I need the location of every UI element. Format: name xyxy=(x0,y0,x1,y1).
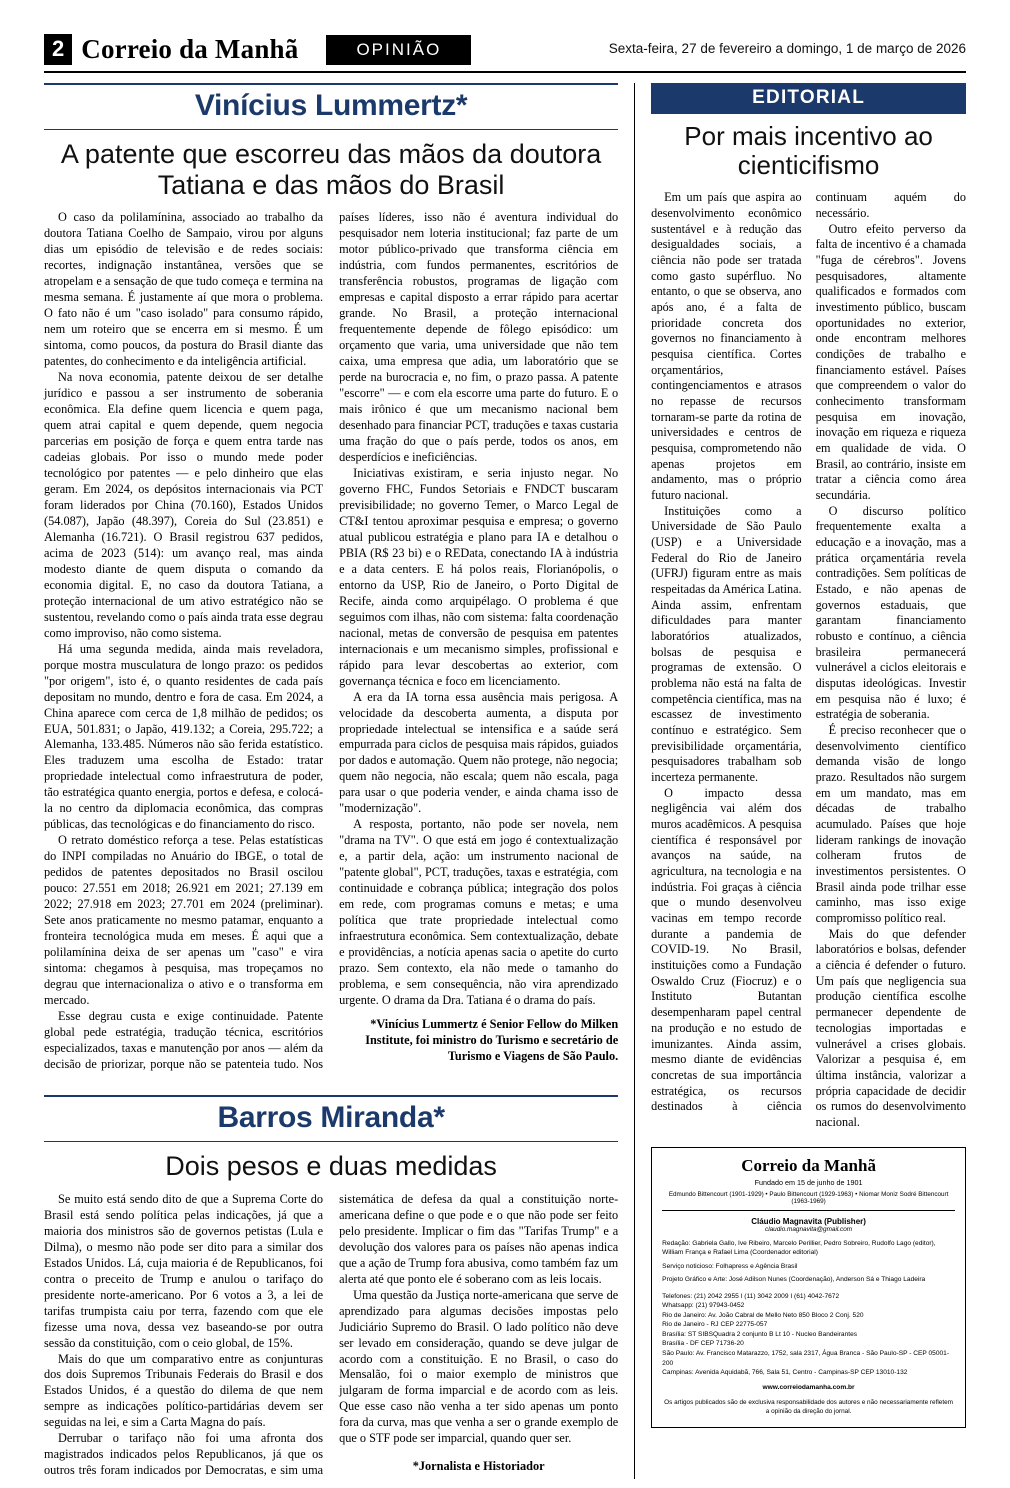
contact-line: Rio de Janeiro: Av. João Cabral de Mello Neto 850 Bloco 2 Conj. 520 xyxy=(662,1311,864,1319)
expediente-founders: Edmundo Bittencourt (1901-1929) • Paulo Bittencourt (1929-1963) • Niomar Moniz Sodré Bittencourt (1963-1969) xyxy=(662,1191,955,1211)
expediente-publisher: Cláudio Magnavita (Publisher) xyxy=(751,1216,866,1226)
expediente-staff-noticioso: Serviço noticioso: Folhapress e Agência Brasil xyxy=(662,1262,798,1270)
paragraph: Na nova economia, patente deixou de ser detalhe jurídico e passou a ser instrumento de soberania econômica. Ela define quem licencia e quem paga, quem atrai capital e quem depende, quem negocia parcerias em posição de força e quem entra tarde nas cadeias globais. Por isso o mundo mede poder tecnológico por patentes — e pelo dinheiro que elas geram. Em 2024, os depósitos internacionais via PCT foram liderados por China (70.160), Estados Unidos (54.087), Japão (48.397), Coreia do Sul (23.851) e Alemanha (16.721). O Brasil registrou 637 pedidos, acima de 2023 (514): um avanço real, mas ainda modesto diante de quem disputa o comando da economia digital. E, no caso da doutora Tatiana, a proteção internacional de um ativo estratégico não se sustentou, revelando como o país ainda trata esse degrau como improviso, não como sistema. xyxy=(44,369,324,640)
column-divider xyxy=(634,83,635,1479)
editorial-body xyxy=(651,190,966,1130)
paragraph: Uma questão da Justiça norte-americana que serve de aprendizado para algumas decisões impostas pelo Judiciário Supremo do Brasil. O lado político não deve ser levado em consideração, quando se deve julgar de acordo com a constituição. E no Brasil, o caso do Mensalão, foi o maior exemplo de ministros que julgaram de forma imparcial e de acordo com as leis. Que esse caso não venha a ter sido apenas um ponto fora da curva, mas que venha a ser o grande exemplo de que o STF pode ser imparcial, quando quer ser. xyxy=(339,1287,619,1446)
paragraph: Há uma segunda medida, ainda mais reveladora, porque mostra musculatura de longo prazo: os pedidos "por origem", isto é, o quanto residentes de cada país depositam no mundo, dentro e fora de casa. Em 2024, a China aparece com cerca de 1,8 milhão de pedidos; os EUA, 501.831; o Japão, 419.132; a Coreia, 295.722; a Alemanha, 133.485. Números não são ferida estatístico. Eles traduzem uma escolha de Estado: tratar propriedade intelectual como infraestrutura de poder, tão estratégica quanto energia, portos e defesa, e colocá-la no centro da diplomacia econômica, das compras públicas, das tecnológicas e do financiamento do risco. xyxy=(44,641,324,832)
paragraph: O impacto dessa negligência vai além dos muros acadêmicos. A pesquisa científica é responsável por avanços na saúde, na agricultura, na tecnologia e na indústria. Foi graças à ciência que o mundo desenvolveu vacinas em tempo recorde durante a pandemia de COVID-19. No Brasil, instituições como a Fundação Oswaldo Cruz (Fiocruz) e o Instituto Butantan desempenharam papel central na produção e no estudo de imunizantes. Ainda assim, mesmo diante de evidências concretas de sua importância estratégica, os recursos destinados à ciência continuam aquém do necessário. xyxy=(651,190,966,1114)
contact-line: Brasília: ST SIBSQuadra 2 conjunto B Lt 10 - Nucleo Bandeirantes xyxy=(662,1330,858,1338)
left-column xyxy=(44,83,618,1479)
paragraph: Esse degrau custa e exige continuidade. Patente global pede estratégia, tradução técnica, escritórios especializados, taxas e manutenção por anos — além da decisão de priorizar, porque não se patenteia tudo. Nos países líderes, isso não é aventura individual do pesquisador nem loteria institucional; faz parte de um motor público-privado que transforma ciência em indústria, com fundos permanentes, escritórios de transferência robustos, programas de ligação com empresas e capital disposto a errar rápido para acertar grande. No Brasil, a proteção internacional frequentemente depende de fôlego episódico: um orçamento que varia, uma universidade que não tem caixa, uma empresa que adia, um laboratório que se perde na burocracia e, no fim, o prazo passa. A patente "escorre" — e com ela escorre uma parte do futuro. E o mais irônico é que um mecanismo nacional bem desenhado para financiar PCT, traduções e taxas custaria uma fração do que o país perde, todos os anos, em desperdícios e ineficiências. xyxy=(44,210,619,1072)
issue-date: Sexta-feira, 27 de fevereiro a domingo, 1 de março de 2026 xyxy=(608,41,966,56)
article-byline-bar xyxy=(44,83,618,130)
paragraph: O caso da polilamínina, associado ao trabalho da doutora Tatiana Coelho de Sampaio, virou por alguns dias um episódio de televisão e de redes sociais: recortes, indignação instantânea, versões que se atropelam e a sensação de que tudo começa e termina na mesma semana. É justamente aí que mora o problema. O fato não é um "caso isolado" para consumo rápido, nem um roteiro que se encerra em si mesmo. É um sintoma, como poucos, da postura do Brasil diante das patentes, do conhecimento e da inteligência artificial. xyxy=(44,210,324,368)
contact-line: Whatsapp: (21) 97943-0452 xyxy=(662,1302,745,1310)
expediente-box xyxy=(651,1147,966,1428)
article-lummertz xyxy=(44,83,618,1073)
paragraph: A resposta, portanto, não pode ser novela, nem "drama na TV". O que está em jogo é contextualização e, a partir dela, ação: um instrumento nacional de "patente global", PCT, traduções, taxas e estratégia, com continuidade e cobrança pública; integração dos polos em rede, com programas comuns e metas; e uma política que trate propriedade intelectual como infraestrutura econômica. Sem contextualização, debate e providências, a notícia apenas sacia o apetite do curto prazo. Sem contexto, ela não mede o tamanho do problema, e sem consequência, não vira aprendizado urgente. O drama da Dra. Tatiana é o drama do país. xyxy=(339,817,619,1008)
page-title: A patente que escorreu das mãos da doutora Tatiana e das mãos do Brasil xyxy=(60,139,602,200)
paragraph: Instituições como a Universidade de São Paulo (USP) e a Universidade Federal do Rio de Janeiro (UFRJ) figuram entre as mais respeitadas da América Latina. Ainda assim, enfrentam dificuldades para manter laboratórios atualizados, bolsas de pesquisa e programas de extensão. O problema não está na falta de competência científica, mas na escassez de investimento contínuo e estratégico. Sem previsibilidade orçamentária, pesquisadores trabalham sob incerteza permanente. xyxy=(651,503,802,785)
page-content xyxy=(44,83,966,1479)
right-column xyxy=(651,83,966,1479)
paragraph: Se muito está sendo dito de que a Suprema Corte do Brasil está sendo política pelas indicações, já que a maioria dos ministros são de governos petistas (Lula e Dilma), o mesmo não pode ser dito para a similar dos Estados Unidos. Lá, cuja maioria é de Republicanos, foi contra o preceito de Trump e anulou o tarifaço do presidente norte-americano. Por 6 votos a 3, a lei de tarifas trumpista caiu por terra, fazendo com que ele fizesse uma nova, dessa vez baseando-se por outra sessão da constituição, com o ceio global, de 15%. xyxy=(44,1191,324,1350)
editorial-headline: Por mais incentivo ao cienticifismo xyxy=(684,121,933,181)
contact-line: São Paulo: Av. Francisco Matarazzo, 1752, sala 2317, Água Branca - São Paulo-SP - CEP 05001-200 xyxy=(662,1350,950,1367)
article-miranda xyxy=(44,1095,618,1479)
author-name: Vinícius Lummertz* xyxy=(194,89,468,122)
paragraph: Outro efeito perverso da falta de incentivo é a chamada "fuga de cérebros". Jovens pesquisadores, altamente qualificados e formados com investimento público, buscam oportunidades no exterior, onde encontram melhores condições de trabalho e financiamento estável. Países que compreendem o valor do conhecimento transformam pesquisa em inovação, inovação em riqueza e riqueza em qualidade de vida. O Brasil, ao contrário, insiste em tratar a ciência como área secundária. xyxy=(815,221,966,502)
expediente-publisher-email: claudio.magnavita@gmail.com xyxy=(765,1225,853,1233)
page-title: Dois pesos e duas medidas xyxy=(165,1151,497,1182)
expediente-title: Correio da Manhã xyxy=(741,1155,876,1175)
author-signature: *Jornalista e Historiador xyxy=(412,1459,545,1474)
article-divider-space xyxy=(44,1073,618,1095)
expediente-contacts xyxy=(662,1292,955,1378)
contact-line: Campinas: Avenida Aquidabã, 766, Sala 51, Centro - Campinas-SP CEP 13010-132 xyxy=(662,1369,908,1377)
paragraph: Derrubar o tarifaço não foi uma afronta dos magistrados indicados pelos Republicanos, já que os outros três foram indicados por Democratas, e sim uma sistemática de defesa da qual a constituição norte-americana define o que pode e o que não pode ser feito pelo presidente. Implicar o fim das "Tarifas Trump" e a devolução dos valores para os países não apenas indica que a ação de Trump fora abusiva, como também faz um alerta até que ponto ele é soberano com as leis locais. xyxy=(44,1191,619,1478)
section-tag: OPINIÃO xyxy=(326,35,471,65)
expediente-website[interactable]: www.correiodamanha.com.br xyxy=(762,1383,855,1391)
expediente-staff-arte: Projeto Gráfico e Arte: José Adilson Nunes (Coordenação), Anderson Sá e Thiago Ladeira xyxy=(662,1276,926,1284)
article-body xyxy=(44,210,618,1073)
masthead xyxy=(44,34,966,73)
paragraph: É preciso reconhecer que o desenvolvimento científico demanda visão de longo prazo. Resultados não surgem em um mandato, mas em décadas de trabalho acumulado. Países que hoje lideram rankings de inovação colheram frutos de investimentos persistentes. O Brasil ainda pode trilhar esse caminho, mas isso exige compromisso político real. xyxy=(815,723,966,926)
contact-line: Brasília - DF CEP 71736-20 xyxy=(662,1340,744,1348)
contact-line: Rio de Janeiro - RJ CEP 22775-057 xyxy=(662,1321,768,1329)
page-number: 2 xyxy=(44,34,72,65)
expediente-staff-redacao: Redação: Gabriela Gallo, Ive Ribeiro, Marcelo Perillier, Pedro Sobreiro, Rudolfo Lago (editor), William França e Rafael Lima (Coordenador editorial) xyxy=(662,1239,936,1257)
expediente-founded: Fundado em 15 de junho de 1901 xyxy=(754,1177,863,1187)
editorial-tag: EDITORIAL xyxy=(651,83,966,114)
author-name: Barros Miranda* xyxy=(217,1101,445,1135)
expediente-disclaimer: Os artigos publicados são de exclusiva responsabilidade dos autores e não necessariamente refletem a opinião da direção do jornal. xyxy=(664,1398,953,1415)
paragraph: A era da IA torna essa ausência mais perigosa. A velocidade da descoberta aumenta, a disputa por propriedade intelectual se intensifica e a saúde será empurrada para ciclos de pesquisa mais rápidos, guiados por dados e automação. Quem não protege, não negocia; quem não negocia, não escala; quem não escala, paga para usar o que poderia vender, e ainda chama isso de "modernização". xyxy=(339,689,619,816)
author-signature: *Vinícius Lummertz é Senior Fellow do Milken Institute, foi ministro do Turismo e secretário de Turismo e Viagens de São Paulo. xyxy=(365,1017,619,1064)
paragraph: Em um país que aspira ao desenvolvimento econômico sustentável e à redução das desigualdades sociais, a ciência não pode ser tratada como gasto supérfluo. No entanto, o que se observa, ano após ano, é a falta de prioridade concreta dos governos no financiamento à pesquisa científica. Cortes orçamentários, contingenciamentos e atrasos no repasse de recursos tornaram-se parte da rotina de universidades e centros de pesquisa, comprometendo não apenas projetos em andamento, mas o próprio futuro nacional. xyxy=(651,190,802,502)
paragraph: O discurso político frequentemente exalta a educação e a inovação, mas a prática orçamentária revela contradições. Sem políticas de Estado, e não apenas de governos estaduais, que garantam financiamento robusto e contínuo, a ciência brasileira permanecerá vulnerável a ciclos eleitorais e disputas ideológicas. Investir em pesquisa não é luxo; é estratégia de soberania. xyxy=(815,503,966,722)
contact-line: Telefones: (21) 2042 2955 I (11) 3042 2009 I (61) 4042-7672 xyxy=(662,1292,840,1300)
article-body xyxy=(44,1192,618,1480)
paragraph: Mais do que um comparativo entre as conjunturas dos dois Supremos Tribunais Federais do Brasil e dos Estados Unidos, é a questão do dilema de que nem sempre as indicações político-partidárias devem ser seguidas na lei, e sim a Carta Magna do país. xyxy=(44,1351,324,1430)
paragraph: Mais do que defender laboratórios e bolsas, defender a ciência é defender o futuro. Um país que negligencia sua produção científica escolhe permanecer dependente de tecnologias importadas e vulnerável a crises globais. Valorizar a pesquisa é, em última instância, valorizar a própria capacidade de decidir os rumos do desenvolvimento nacional. xyxy=(815,926,966,1129)
paragraph: Iniciativas existiram, e seria injusto negar. No governo FHC, Fundos Setoriais e FNDCT buscaram previsibilidade; no governo Temer, o Marco Legal de CT&I tentou aproximar pesquisa e empresa; o governo atual publicou estratégia e plano para IA e detalhou o PBIA (R$ 23 bi) e o REData, conectando IA à indústria e a data centers. E há polos reais, Florianópolis, o entorno da USP, Rio de Janeiro, o Porto Digital de Recife, ainda como arquipélago. O problema é que seguimos com ilhas, não com sistema: falta coordenação nacional, metas de conversão de pesquisa em patentes internacionais e um mecanismo simples, profissional e rápido para levar descobertas ao exterior, com governança técnica e foco em licenciamento. xyxy=(339,465,619,688)
paper-name: Correio da Manhã xyxy=(81,34,299,64)
article-byline-bar xyxy=(44,1095,618,1142)
paragraph: O retrato doméstico reforça a tese. Pelas estatísticas do INPI compiladas no Anuário do IBGE, o total de pedidos de patentes depositados no Brasil oscilou pouco: 27.551 em 2018; 26.921 em 2021; 27.139 em 2022; 27.918 em 2023; 27.701 em 2024 (preliminar). Sete anos praticamente no mesmo patamar, enquanto a fronteira tecnológica muda em meses. É aqui que a polilamínina deixa de ser apenas um "caso" e vira sintoma: chegamos à pesquisa, mas tropeçamos no degrau que internacionaliza o ativo e o transforma em mercado. xyxy=(44,833,324,1008)
